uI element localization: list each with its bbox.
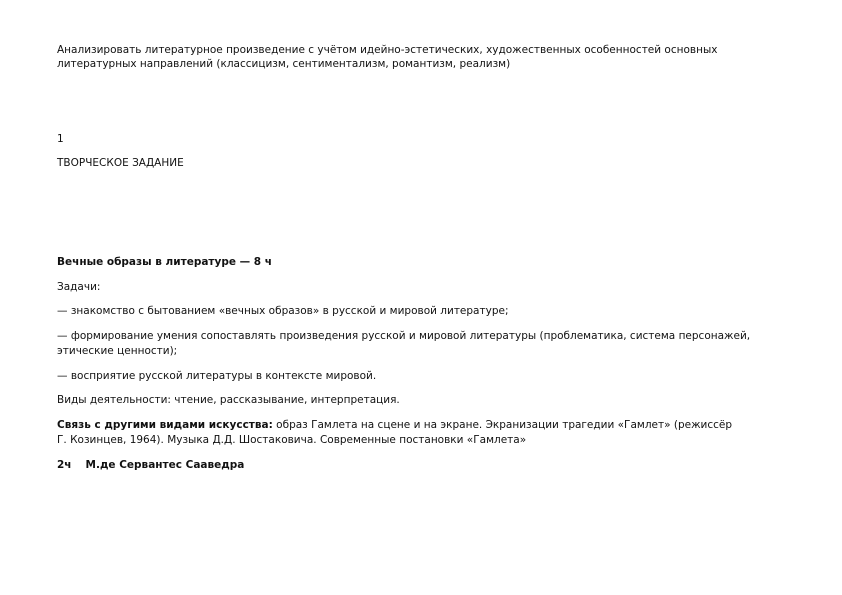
header-line-1: Анализировать литературное произведение с учётом идейно-эстетических, художественных особенностей основных bbox=[57, 44, 718, 56]
links-text-1: образ Гамлета на сцене и на экране. Экранизации трагедии «Гамлет» (режиссёр bbox=[272, 419, 733, 431]
section-heading bbox=[57, 255, 272, 269]
section-title: Вечные образы в литературе bbox=[57, 256, 236, 268]
page-number: 1 bbox=[57, 133, 64, 145]
header-line-2: литературных направлений (классицизм, сентиментализм, романтизм, реализм) bbox=[57, 58, 511, 70]
task-item-1: — знакомство с бытованием «вечных образов» в русской и мировой литературе; bbox=[57, 305, 509, 317]
next-hours: 2ч bbox=[57, 459, 72, 471]
links-label: Связь с другими видами искусства: bbox=[57, 419, 273, 431]
next-heading bbox=[57, 458, 244, 472]
links-line-1 bbox=[57, 418, 732, 432]
tasks-label: Задачи: bbox=[57, 281, 101, 293]
activities: Виды деятельности: чтение, рассказывание, интерпретация. bbox=[57, 394, 400, 406]
section-hours: — 8 ч bbox=[235, 256, 272, 268]
task-title: ТВОРЧЕСКОЕ ЗАДАНИЕ bbox=[57, 157, 184, 169]
task-item-2-line-1: — формирование умения сопоставлять произведения русской и мировой литературы (проблематика, система персонажей, bbox=[57, 330, 751, 342]
links-line-2: Г. Козинцев, 1964). Музыка Д.Д. Шостаковича. Современные постановки «Гамлета» bbox=[57, 434, 527, 446]
task-item-2-line-2: этические ценности); bbox=[57, 345, 178, 357]
next-author: М.де Сервантес Сааведра bbox=[85, 459, 245, 471]
task-item-3: — восприятие русской литературы в контексте мировой. bbox=[57, 370, 377, 382]
